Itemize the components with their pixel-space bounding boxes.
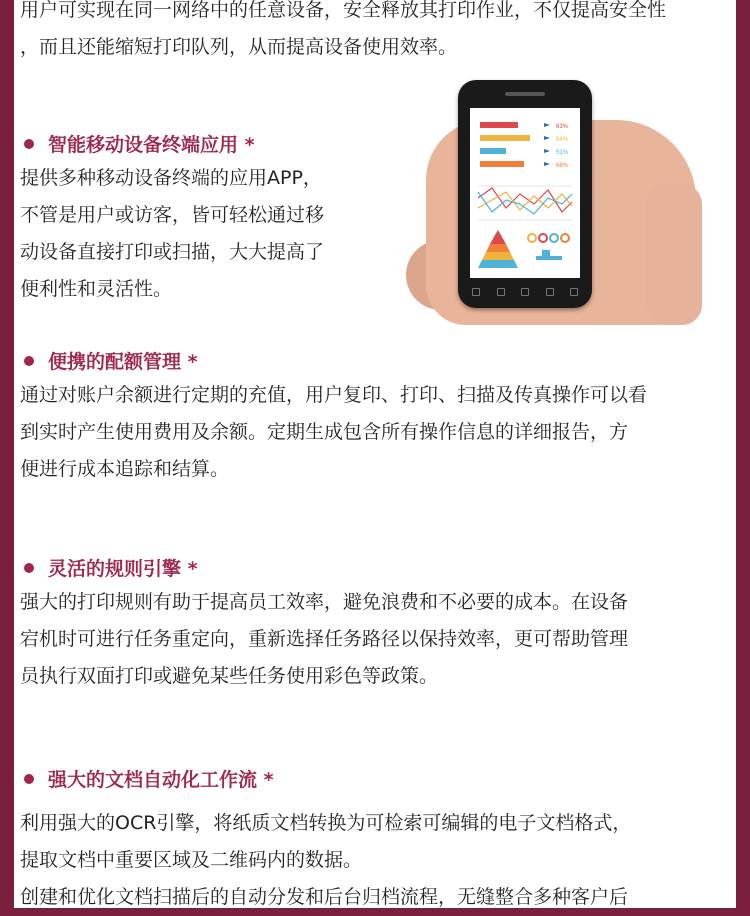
screen-percent-label: 51%	[556, 150, 569, 156]
bullet-dot-icon	[24, 563, 34, 573]
softkey-icon	[546, 288, 554, 296]
screen-bar	[480, 135, 530, 141]
heading-quota	[22, 347, 198, 374]
arrow-right-icon	[544, 123, 550, 127]
intro-paragraph: 用户可实现在同一网络中的任意设备，安全释放其打印作业，不仅提高安全性 ，而且还能缩短打印队列，从而提高设备使用效率。	[20, 0, 667, 58]
smartphone	[458, 80, 592, 308]
heading-workflow	[22, 765, 274, 792]
line-chart	[478, 186, 572, 220]
mobile-paragraph: 提供多种移动设备终端的应用APP， 不管是用户或访客，皆可轻松通过移 动设备直接打印或扫描，大大提高了 便利性和灵活性。	[20, 167, 325, 300]
content-page	[14, 0, 736, 908]
bullet-dot-icon	[24, 356, 34, 366]
arrow-right-icon	[544, 136, 550, 140]
pyramid-chart	[478, 230, 518, 268]
bullet-dot-icon	[24, 774, 34, 784]
hand-fingers	[646, 184, 702, 325]
phone-softkeys	[472, 286, 578, 298]
heading-rules-engine	[22, 554, 198, 581]
arrow-right-icon	[544, 149, 550, 153]
phone-in-hand-illustration	[406, 80, 702, 325]
screen-percent-label: 54%	[556, 137, 569, 143]
workflow-paragraph: 利用强大的OCR引擎，将纸质文档转换为可检索可编辑的电子文档格式， 提取文档中重要区域及二维码内的数据。 创建和优化文档扫描后的自动分发和后台归档流程，无缝整合多种客户后	[20, 812, 632, 908]
heading-text: 强大的文档自动化工作流 *	[48, 769, 274, 791]
donut-mark	[561, 234, 569, 242]
softkey-icon	[472, 288, 480, 296]
quota-paragraph: 通过对账户余额进行定期的充值，用户复印、打印、扫描及传真操作可以看 到实时产生使用费用及余额。定期生成包含所有操作信息的详细报告，方 便进行成本追踪和结算。	[20, 384, 648, 480]
earpiece	[505, 92, 545, 96]
softkey-icon	[497, 288, 505, 296]
heading-text: 便携的配额管理 *	[48, 351, 198, 373]
screen-bar	[480, 122, 518, 128]
screen-percent-label: 68%	[556, 163, 569, 169]
heading-text: 灵活的规则引擎 *	[48, 558, 198, 580]
softkey-icon	[521, 288, 529, 296]
screen-percent-label: 63%	[556, 124, 569, 130]
screen-chart-graphic	[470, 108, 580, 278]
phone-screen	[470, 108, 580, 278]
rules-paragraph: 强大的打印规则有助于提高员工效率，避免浪费和不必要的成本。在设备 宕机时可进行任务重定向，重新选择任务路径以保持效率，更可帮助管理 员执行双面打印或避免某些任务使用彩色等政策。	[20, 591, 629, 687]
donut-mark	[550, 234, 558, 242]
screen-bar	[480, 148, 506, 154]
arrow-right-icon	[544, 162, 550, 166]
screen-bar	[480, 161, 524, 167]
donut-mark	[528, 234, 536, 242]
heading-mobile-apps	[22, 130, 255, 157]
donut-mark	[539, 234, 547, 242]
bullet-dot-icon	[24, 139, 34, 149]
heading-text: 智能移动设备终端应用 *	[48, 134, 255, 156]
softkey-icon	[570, 288, 578, 296]
